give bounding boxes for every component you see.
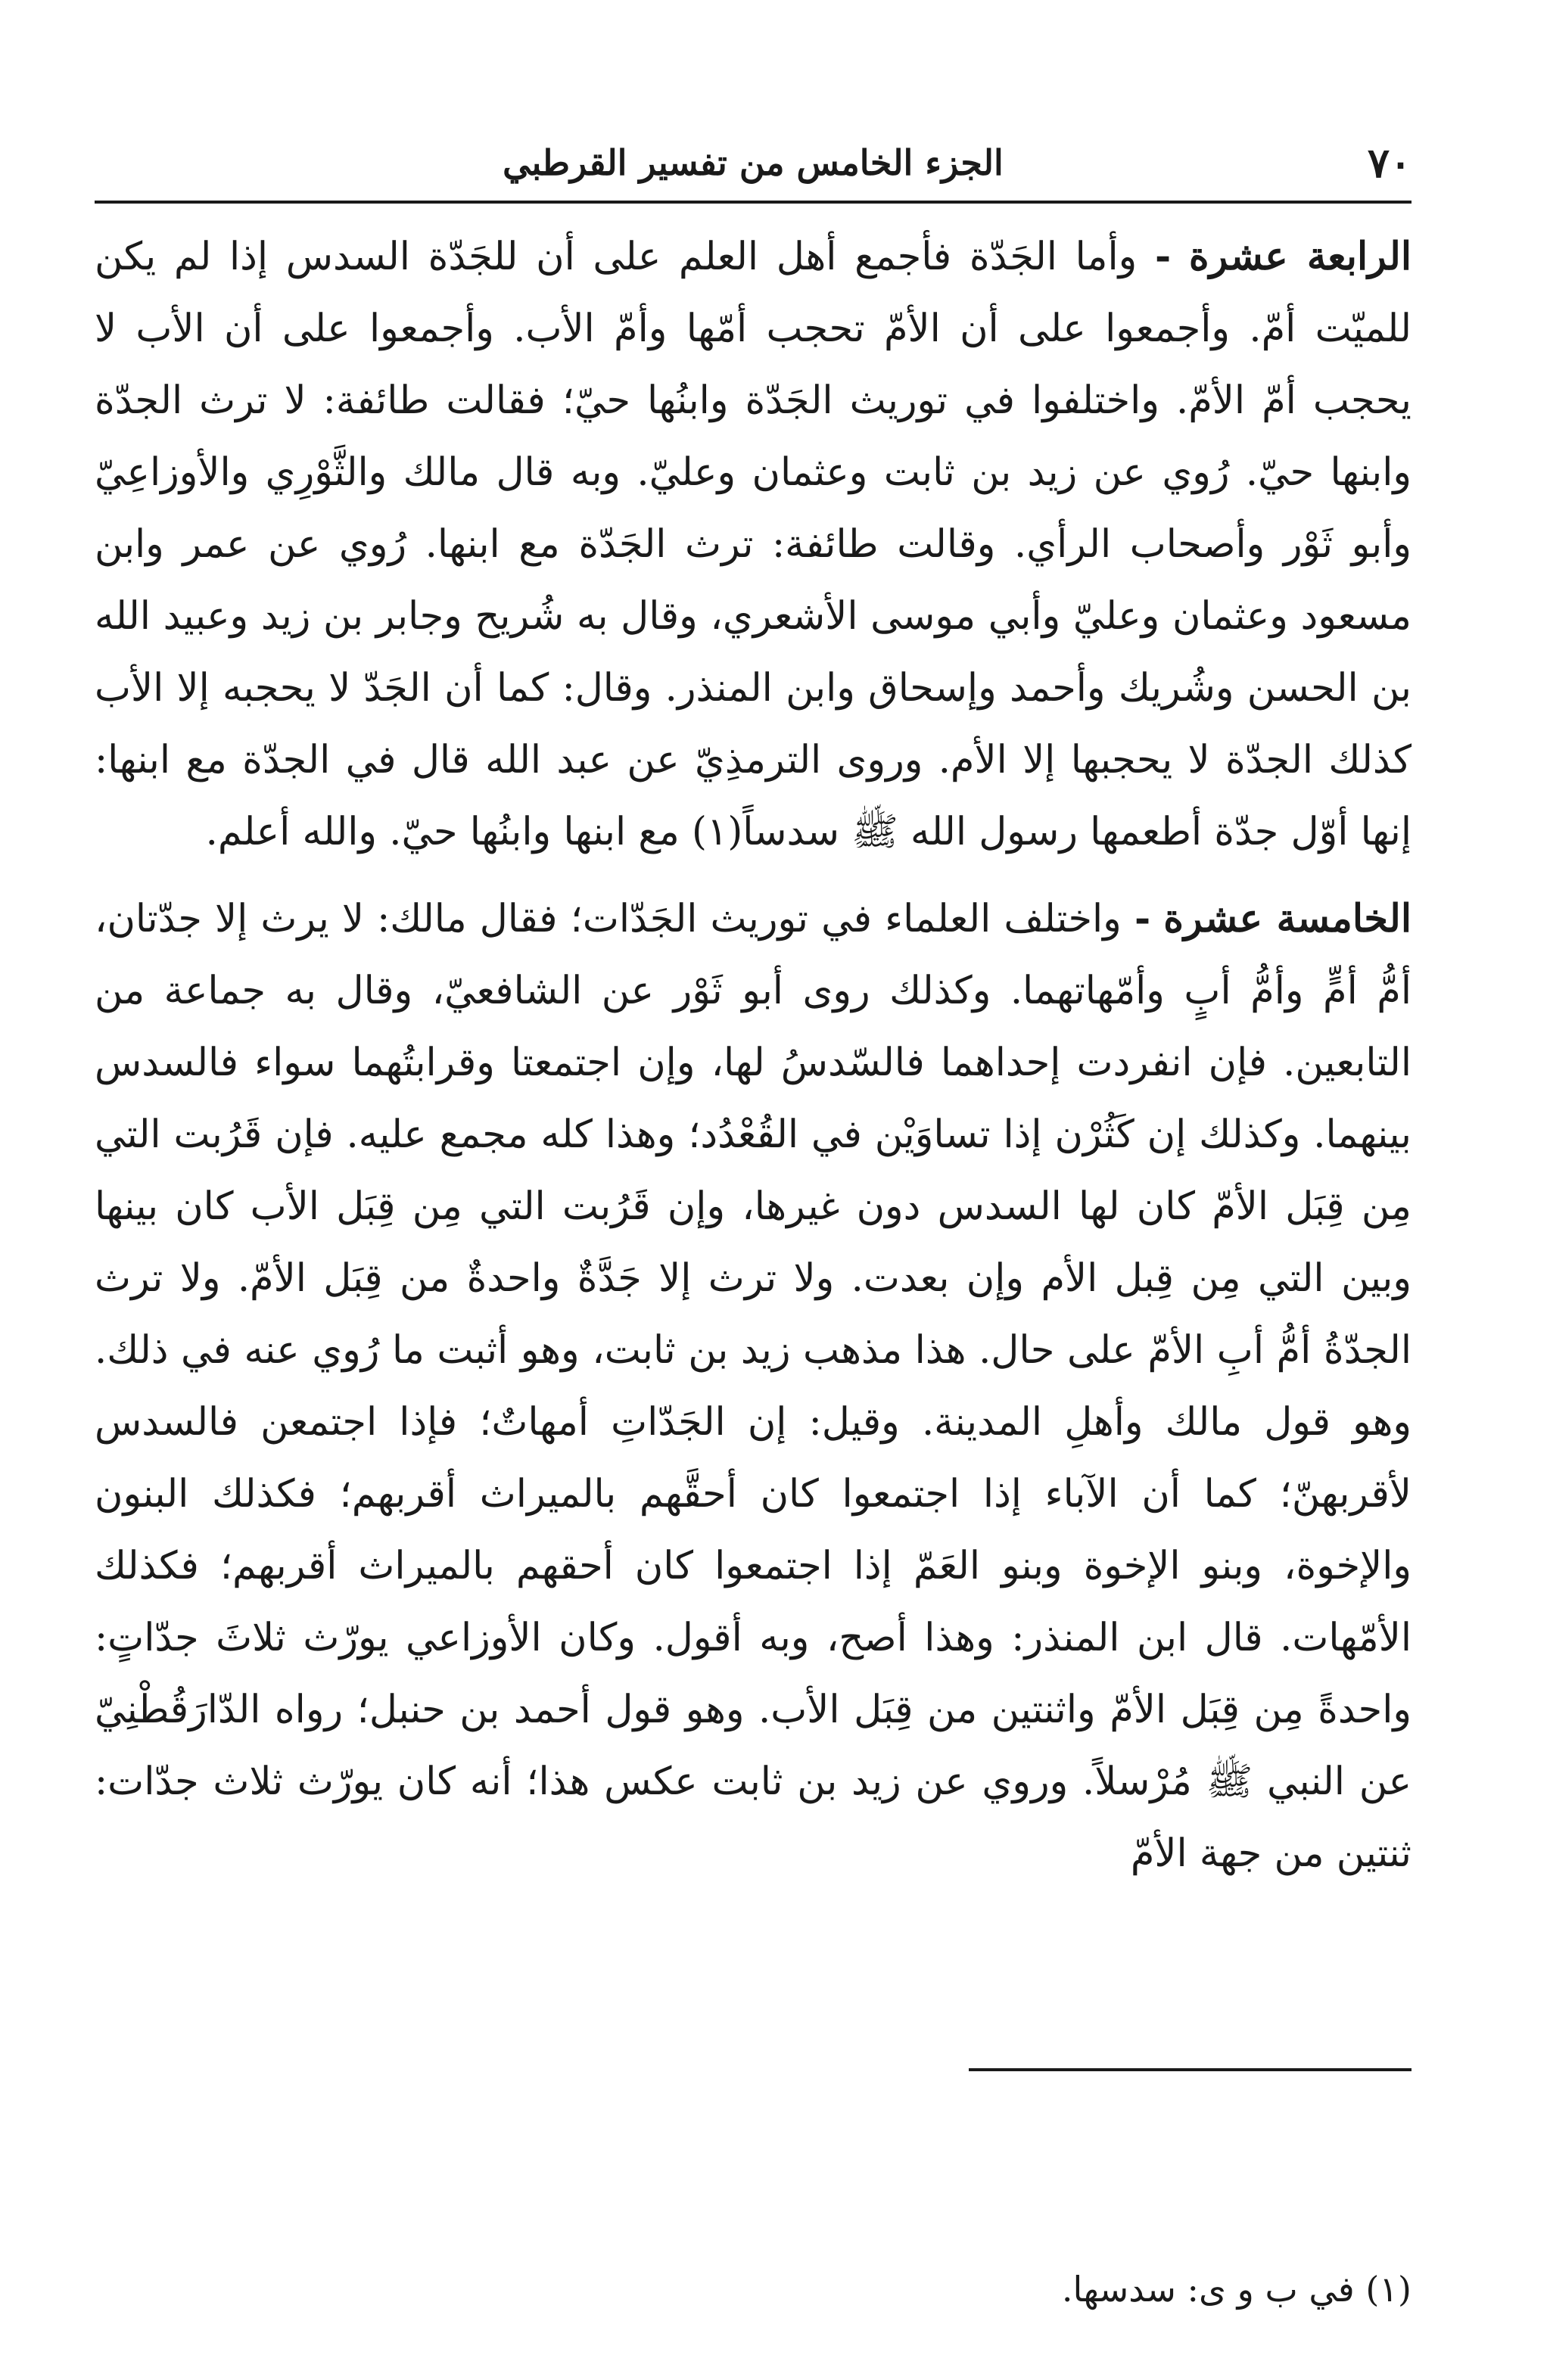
running-title: الجزء الخامس من تفسير القرطبي	[503, 142, 1004, 183]
section-14-paragraph	[95, 221, 1411, 868]
section-15-paragraph	[95, 883, 1411, 1890]
page-number: ٧٠	[1367, 138, 1411, 187]
page-header	[95, 129, 1411, 197]
section-14-separator: -	[1154, 234, 1172, 279]
header-rule	[95, 201, 1411, 204]
section-15-separator: -	[1134, 896, 1151, 941]
section-14-title: الرابعة عشرة	[1188, 234, 1412, 279]
body-text	[95, 221, 1411, 1890]
footnote: (١) في ب و ى: سدسها.	[1061, 2269, 1411, 2310]
footnote-rule	[969, 2068, 1411, 2071]
section-15-text: واختلف العلماء في توريث الجَدّات؛ فقال مالك: لا يرث إلا جدّتان، أمُّ أمٍّ وأمُّ أبٍ وأمّهاتهما. وكذلك روى أبو ثَوْر عن الشافعيّ، وقال به جماعة من التابعين. فإن انفردت إحداهما فالسّدسُ لها، وإن اجتمعتا وقرابتُهما سواء فالسدس بينهما. وكذلك إن كَثُرْن إذا تساوَيْن في القُعْدُد؛ وهذا كله مجمع عليه. فإن قَرُبت التي مِن قِبَل الأمّ كان لها السدس دون غيرها، وإن قَرُبت التي مِن قِبَل الأب كان بينها وبين التي مِن قِبل الأم وإن بعدت. ولا ترث إلا جَدَّةٌ واحدةٌ من قِبَل الأمّ. ولا ترث الجدّةُ أمُّ أبِ الأمّ على حال. هذا مذهب زيد بن ثابت، وهو أثبت ما رُوي عنه في ذلك. وهو قول مالك وأهلِ المدينة. وقيل: إن الجَدّاتِ أمهاتٌ؛ فإذا اجتمعن فالسدس لأقربهنّ؛ كما أن الآباء إذا اجتمعوا كان أحقَّهم بالميراث أقربهم؛ فكذلك البنون والإخوة، وبنو الإخوة وبنو العَمّ إذا اجتمعوا كان أحقهم بالميراث أقربهم؛ فكذلك الأمّهات. قال ابن المنذر: وهذا أصح، وبه أقول. وكان الأوزاعي يورّث ثلاثَ جدّاتٍ: واحدةً مِن قِبَل الأمّ واثنتين من قِبَل الأب. وهو قول أحمد بن حنبل؛ رواه الدّارَقُطْنِيّ عن النبي ﷺ مُرْسلاً. وروي عن زيد بن ثابت عكس هذا؛ أنه كان يورّث ثلاث جدّات: ثنتين من جهة الأمّ	[95, 897, 1411, 1876]
section-14-text: وأما الجَدّة فأجمع أهل العلم على أن للجَدّة السدس إذا لم يكن للميّت أمّ. وأجمعوا على أن الأمّ تحجب أمّها وأمّ الأب. وأجمعوا على أن الأب لا يحجب أمّ الأمّ. واختلفوا في توريث الجَدّة وابنُها حيّ؛ فقالت طائفة: لا ترث الجدّة وابنها حيّ. رُوي عن زيد بن ثابت وعثمان وعليّ. وبه قال مالك والثَّوْرِي والأوزاعِيّ وأبو ثَوْر وأصحاب الرأي. وقالت طائفة: ترث الجَدّة مع ابنها. رُوي عن عمر وابن مسعود وعثمان وعليّ وأبي موسى الأشعري، وقال به شُريح وجابر بن زيد وعبيد الله بن الحسن وشُريك وأحمد وإسحاق وابن المنذر. وقال: كما أن الجَدّ لا يحجبه إلا الأب كذلك الجدّة لا يحجبها إلا الأم. وروى الترمذِيّ عن عبد الله قال في الجدّة مع ابنها: إنها أوّل جدّة أطعمها رسول الله ﷺ سدساً(١) مع ابنها وابنُها حيّ. والله أعلم.	[95, 235, 1411, 854]
section-15-title: الخامسة عشرة	[1163, 896, 1412, 941]
